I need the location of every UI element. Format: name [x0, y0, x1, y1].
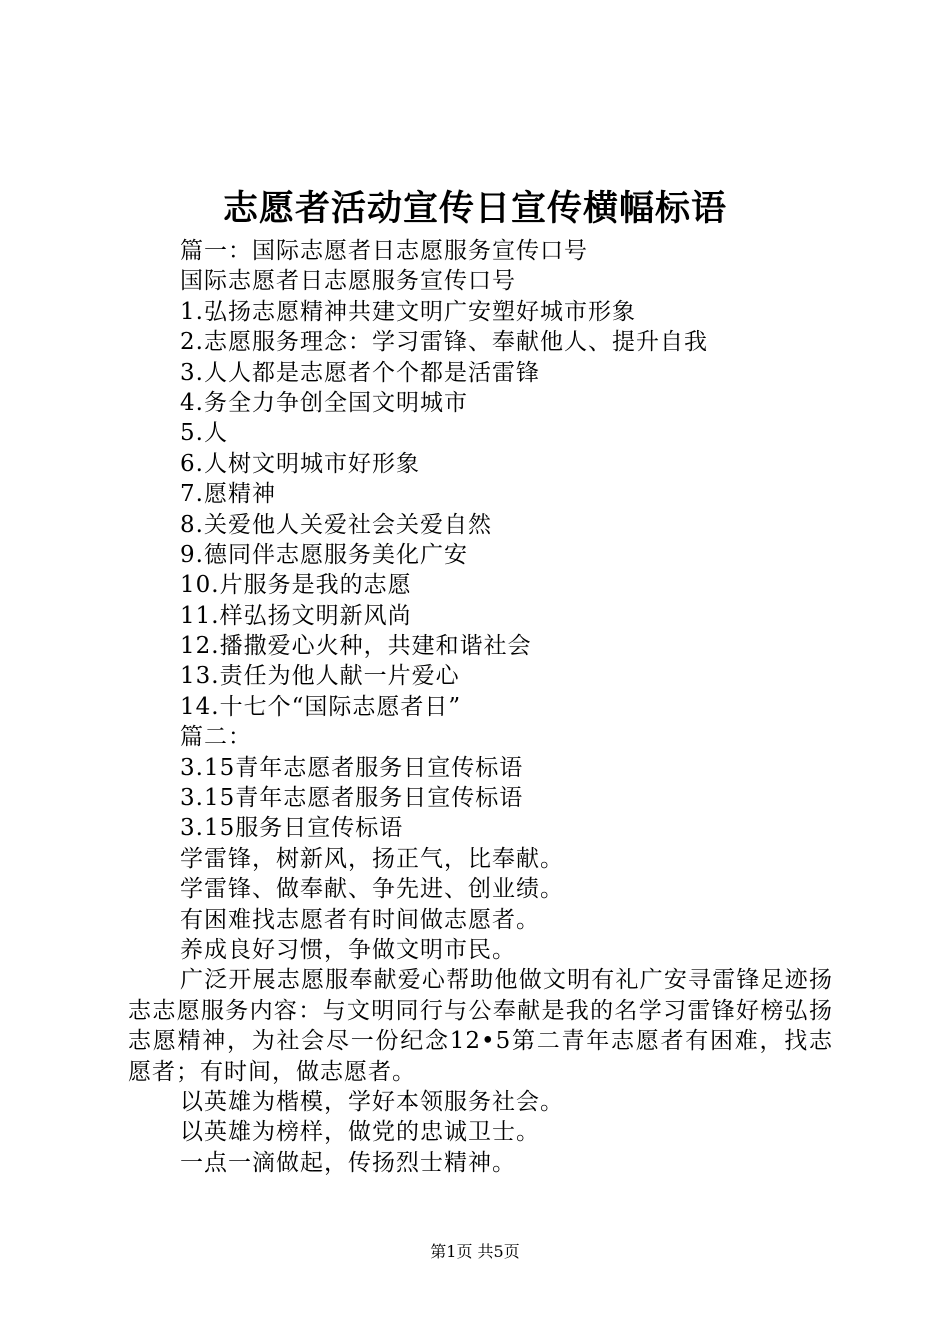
- text-line: 篇一：国际志愿者日志愿服务宣传口号: [180, 238, 588, 264]
- list-item: 12.播撒爱心火种，共建和谐社会: [180, 633, 532, 660]
- page-footer: [0, 1241, 950, 1263]
- list-item: 11.样弘扬文明新风尚: [180, 602, 412, 629]
- list-item: 2.志愿服务理念：学习雷锋、奉献他人、提升自我: [180, 329, 708, 356]
- list-item: 8.关爱他人关爱社会关爱自然: [180, 511, 492, 538]
- slogan-line: 以英雄为榜样，做党的忠诚卫士。: [180, 1119, 540, 1146]
- slogan-line: 学雷锋、做奉献、争先进、创业绩。: [180, 876, 564, 903]
- list-item: 1.弘扬志愿精神共建文明广安塑好城市形象: [180, 298, 636, 325]
- document-title: 志愿者活动宣传日宣传横幅标语: [222, 188, 727, 229]
- slogan-line: 有困难找志愿者有时间做志愿者。: [180, 906, 540, 933]
- text-line: 3.15青年志愿者服务日宣传标语: [180, 785, 524, 812]
- body-paragraph: 广泛开展志愿服奉献爱心帮助他做文明有礼广安寻雷锋足迹扬志志愿服务内容：与文明同行与公奉献是我的名学习雷锋好榜弘扬志愿精神，为社会尽一份纪念12•5第二青年志愿者有困难，找志愿者；有时间，做志愿者。: [128, 967, 833, 1085]
- slogan-line: 一点一滴做起，传扬烈士精神。: [180, 1149, 516, 1176]
- list-item: 13.责任为他人献一片爱心: [180, 663, 460, 690]
- list-item: 9.德同伴志愿服务美化广安: [180, 541, 468, 568]
- slogan-line: 养成良好习惯，争做文明市民。: [180, 936, 516, 963]
- text-line: 国际志愿者日志愿服务宣传口号: [180, 268, 516, 295]
- section-heading: 篇二：: [180, 724, 252, 751]
- slogan-line: 学雷锋，树新风，扬正气，比奉献。: [180, 845, 564, 872]
- list-item: 10.片服务是我的志愿: [180, 572, 412, 599]
- slogan-line: 以英雄为楷模，学好本领服务社会。: [180, 1088, 564, 1115]
- page-indicator: 第1页 共5页: [430, 1242, 520, 1261]
- list-item: 4.务全力争创全国文明城市: [180, 389, 468, 416]
- text-line: 3.15服务日宣传标语: [180, 815, 404, 842]
- list-item: 6.人树文明城市好形象: [180, 450, 420, 477]
- list-item: 14.十七个“国际志愿者日”: [180, 693, 462, 720]
- list-item: 3.人人都是志愿者个个都是活雷锋: [180, 359, 540, 386]
- paragraph-block: [128, 965, 833, 1087]
- list-item: 7.愿精神: [180, 481, 276, 508]
- list-item: 5.人: [180, 420, 228, 447]
- text-line: 3.15青年志愿者服务日宣传标语: [180, 754, 524, 781]
- document-body: [128, 236, 833, 1178]
